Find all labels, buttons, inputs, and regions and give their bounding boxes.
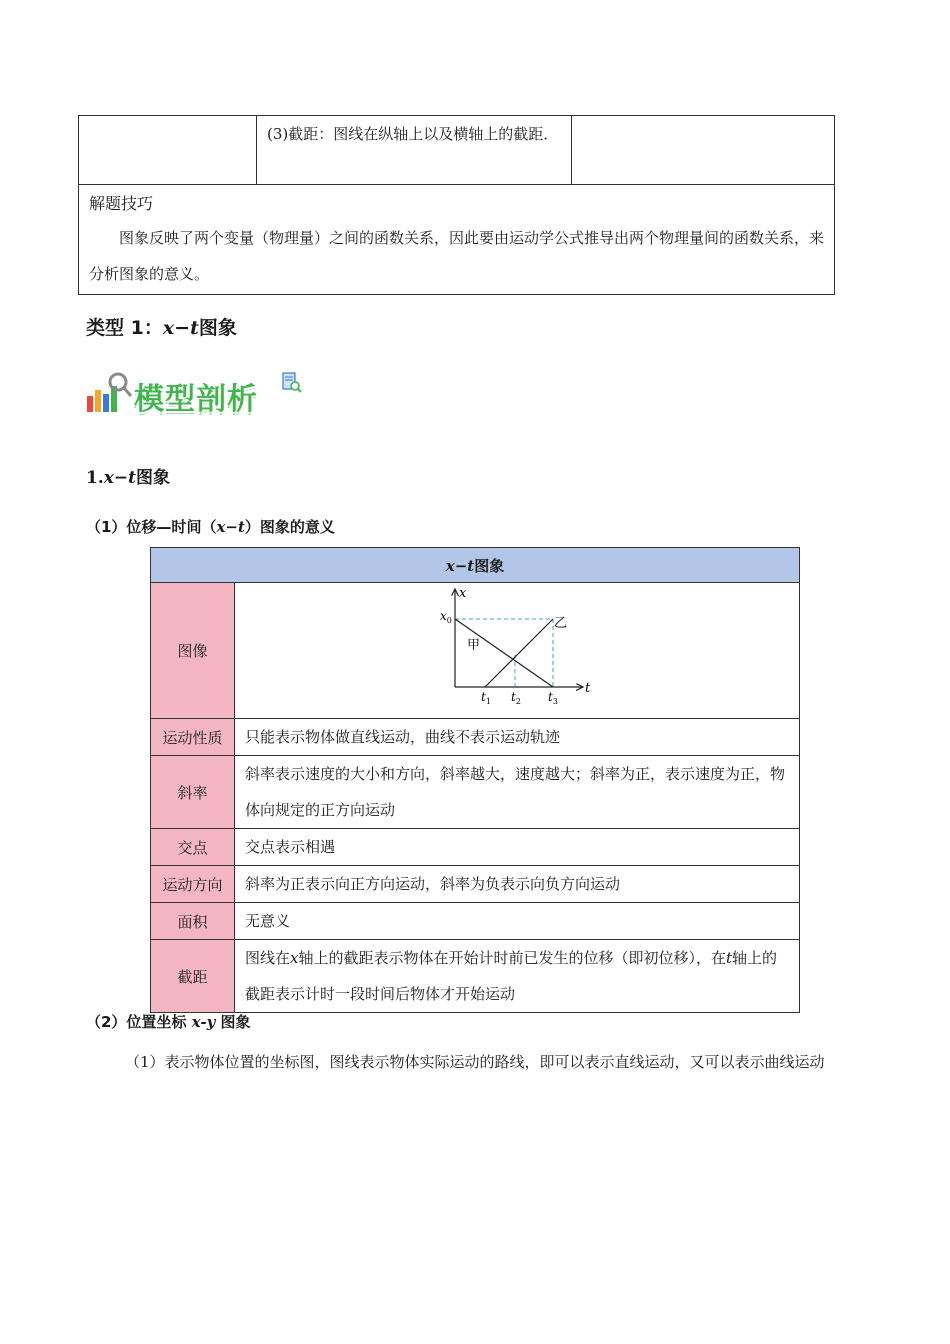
intercept-text-c: 轴上的截距表示计时一段时间后物体才开始运动: [245, 949, 778, 1003]
row-label-graph: 图像: [151, 583, 235, 719]
tips-cell: [79, 185, 835, 295]
line-jia-label: 甲: [467, 638, 481, 653]
xt-graph: [235, 583, 799, 718]
top-table-empty-cell: [79, 116, 257, 185]
line-yi-label: 乙: [554, 616, 568, 631]
row-label-motion-nature: 运动性质: [151, 719, 235, 756]
subsection-title: [86, 463, 170, 488]
y-tick-x0: $x_0$: [440, 609, 452, 625]
table-header-suffix: 图象: [474, 556, 505, 575]
intercept-var-t: t: [726, 949, 733, 967]
intercept-text-b: 轴上的截距表示物体在开始计时前已发生的位移（即初位移），在: [298, 949, 726, 967]
row-value-intersection: 交点表示相遇: [235, 829, 800, 866]
subsection-suffix: 图象: [135, 468, 170, 488]
item2-prefix: （2）位置坐标: [86, 1013, 192, 1031]
line-jia: [455, 619, 553, 687]
x-axis-label: t: [585, 681, 591, 696]
row-value-slope: 斜率表示速度的大小和方向，斜率越大，速度越大；斜率为正，表示速度为正，物体向规定的正方向运动: [235, 756, 800, 829]
y-axis-label: x: [459, 586, 467, 601]
row-value-area: 无意义: [235, 903, 800, 940]
top-table-empty-cell: [572, 116, 835, 185]
xt-graph-table: [150, 547, 800, 1013]
tips-title: 解题技巧: [89, 194, 154, 213]
row-label-intercept: 截距: [151, 940, 235, 1013]
item2-suffix: 图象: [215, 1013, 251, 1031]
intercept-var-x: x: [290, 949, 299, 967]
item1-title: [86, 516, 335, 537]
graph-cell: [235, 583, 800, 719]
row-label-area: 面积: [151, 903, 235, 940]
section-title-suffix: 图象: [198, 317, 237, 339]
row-value-intercept: [235, 940, 800, 1013]
row-value-motion-nature: 只能表示物体做直线运动，曲线不表示运动轨迹: [235, 719, 800, 756]
subsection-var: x−t: [103, 468, 136, 488]
subsection-prefix: 1.: [86, 468, 104, 488]
top-table-text-cell: [257, 116, 572, 185]
x-tick-t3: $t_3$: [548, 690, 558, 706]
row-value-direction: 斜率为正表示向正方向运动，斜率为负表示向负方向运动: [235, 866, 800, 903]
top-table: [78, 115, 835, 295]
x-tick-t1: $t_1$: [481, 690, 491, 706]
table-header: [151, 548, 800, 583]
item2-title: [86, 1011, 251, 1032]
item2-var: x-y: [191, 1013, 216, 1031]
item1-var: x−t: [216, 518, 245, 536]
row-label-slope: 斜率: [151, 756, 235, 829]
tips-body: 图象反映了两个变量（物理量）之间的函数关系，因此要由运动学公式推导出两个物理量间的函数关系，来分析图象的意义。: [89, 229, 825, 283]
section-title: [86, 313, 237, 340]
row-label-intersection: 交点: [151, 829, 235, 866]
bar-chart-icon: [84, 370, 134, 416]
banner-text: 模型剖析: [134, 382, 258, 417]
item1-prefix: （1）位移—时间（: [86, 518, 217, 536]
item1-suffix: ）图象的意义: [244, 518, 335, 536]
position-graph-paragraph: （1）表示物体位置的坐标图，图线表示物体实际运动的路线，即可以表示直线运动，又可以表示曲线运动: [125, 1053, 825, 1071]
section-title-var: x−t: [162, 317, 199, 339]
section-title-prefix: 类型 1：: [86, 317, 163, 339]
line-yi: [485, 619, 553, 687]
table-header-var: x−t: [445, 556, 475, 575]
x-tick-t2: $t_2$: [511, 690, 521, 706]
row-label-direction: 运动方向: [151, 866, 235, 903]
model-analysis-banner: [84, 370, 304, 416]
intercept-text-a: 图线在: [245, 949, 291, 967]
intercept-note: (3)截距：图线在纵轴上以及横轴上的截距．: [267, 125, 559, 143]
document-search-icon: [282, 372, 302, 394]
